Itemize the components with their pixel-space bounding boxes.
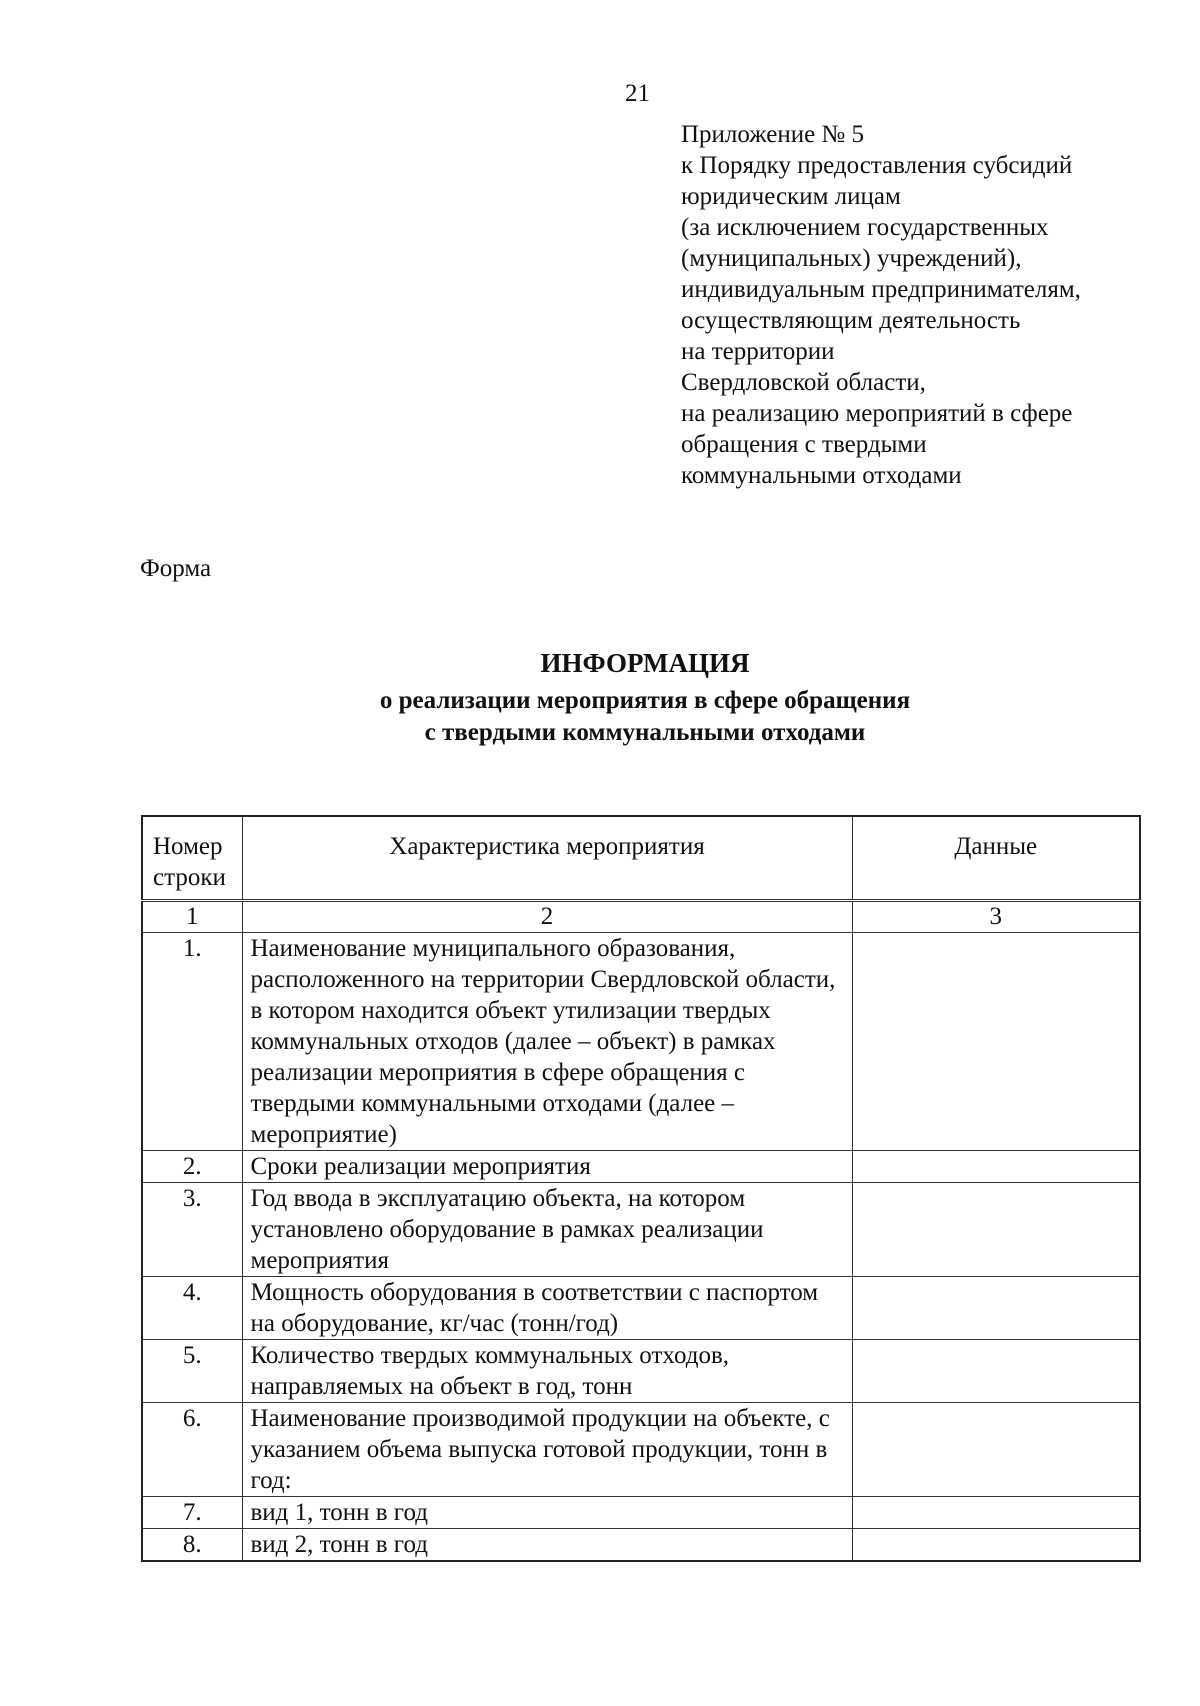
appendix-line: Приложение № 5 — [681, 121, 865, 148]
row-number: 1. — [142, 932, 242, 1150]
row-characteristic: Наименование муниципального образования, расположенного на территории Свердловской области, в котором находится объект утилизации твердых коммунальных отходов (далее – объект) в рамках реализации мероприятия в сфере обращения с твердыми коммунальными отходами (далее – мероприятие) — [242, 932, 852, 1150]
appendix-line: юридическим лицам — [681, 183, 901, 210]
appendix-line: на реализацию мероприятий в сфере — [681, 400, 1073, 427]
row-characteristic: вид 1, тонн в год — [242, 1496, 852, 1528]
appendix-line: индивидуальным предпринимателям, — [681, 276, 1081, 303]
row-data-cell[interactable] — [852, 1402, 1140, 1496]
document-subtitle: с твердыми коммунальными отходами — [424, 719, 866, 746]
row-number: 6. — [142, 1402, 242, 1496]
row-characteristic: вид 2, тонн в год — [242, 1528, 852, 1561]
row-number: 4. — [142, 1276, 242, 1339]
index-cell: 2 — [242, 900, 852, 932]
header-data: Данные — [852, 816, 1140, 900]
header-characteristic: Характеристика мероприятия — [242, 816, 852, 900]
row-data-cell[interactable] — [852, 1339, 1140, 1402]
row-number: 2. — [142, 1150, 242, 1182]
index-cell: 1 — [142, 900, 242, 932]
row-number: 3. — [142, 1182, 242, 1276]
row-data-cell[interactable] — [852, 1528, 1140, 1561]
appendix-line: обращения с твердыми — [681, 431, 927, 458]
row-data-cell[interactable] — [852, 1496, 1140, 1528]
appendix-header — [681, 119, 1081, 491]
page-number: 21 — [625, 80, 650, 107]
table-row — [142, 1182, 1140, 1276]
table-row — [142, 1276, 1140, 1339]
row-data-cell[interactable] — [852, 1150, 1140, 1182]
appendix-line: (муниципальных) учреждений), — [681, 245, 1022, 272]
header-row-number: Номер строки — [142, 816, 242, 900]
row-number: 5. — [142, 1339, 242, 1402]
table-row — [142, 1528, 1140, 1561]
row-characteristic: Наименование производимой продукции на объекте, с указанием объема выпуска готовой продукции, тонн в год: — [242, 1402, 852, 1496]
info-table — [141, 815, 1141, 1562]
index-cell: 3 — [852, 900, 1140, 932]
document-subtitle: о реализации мероприятия в сфере обращения — [379, 687, 911, 714]
appendix-line: осуществляющим деятельность — [681, 307, 1021, 334]
row-number: 7. — [142, 1496, 242, 1528]
table-index-row — [142, 900, 1140, 932]
table-row — [142, 1150, 1140, 1182]
table-row — [142, 932, 1140, 1150]
appendix-line: Свердловской области, — [681, 369, 926, 396]
row-characteristic: Количество твердых коммунальных отходов, направляемых на объект в год, тонн — [242, 1339, 852, 1402]
table-row — [142, 1402, 1140, 1496]
appendix-line: к Порядку предоставления субсидий — [681, 152, 1073, 179]
row-number: 8. — [142, 1528, 242, 1561]
row-data-cell[interactable] — [852, 932, 1140, 1150]
row-data-cell[interactable] — [852, 1276, 1140, 1339]
appendix-line: на территории — [681, 338, 835, 365]
appendix-line: коммунальными отходами — [681, 462, 962, 489]
form-label: Форма — [140, 555, 212, 582]
table-row — [142, 1339, 1140, 1402]
table-row — [142, 1496, 1140, 1528]
row-characteristic: Сроки реализации мероприятия — [242, 1150, 852, 1182]
table-header-row — [142, 816, 1140, 900]
row-data-cell[interactable] — [852, 1182, 1140, 1276]
row-characteristic: Мощность оборудования в соответствии с паспортом на оборудование, кг/час (тонн/год) — [242, 1276, 852, 1339]
row-characteristic: Год ввода в эксплуатацию объекта, на котором установлено оборудование в рамках реализации мероприятия — [242, 1182, 852, 1276]
appendix-line: (за исключением государственных — [681, 214, 1049, 241]
document-title: ИНФОРМАЦИЯ — [540, 648, 750, 678]
